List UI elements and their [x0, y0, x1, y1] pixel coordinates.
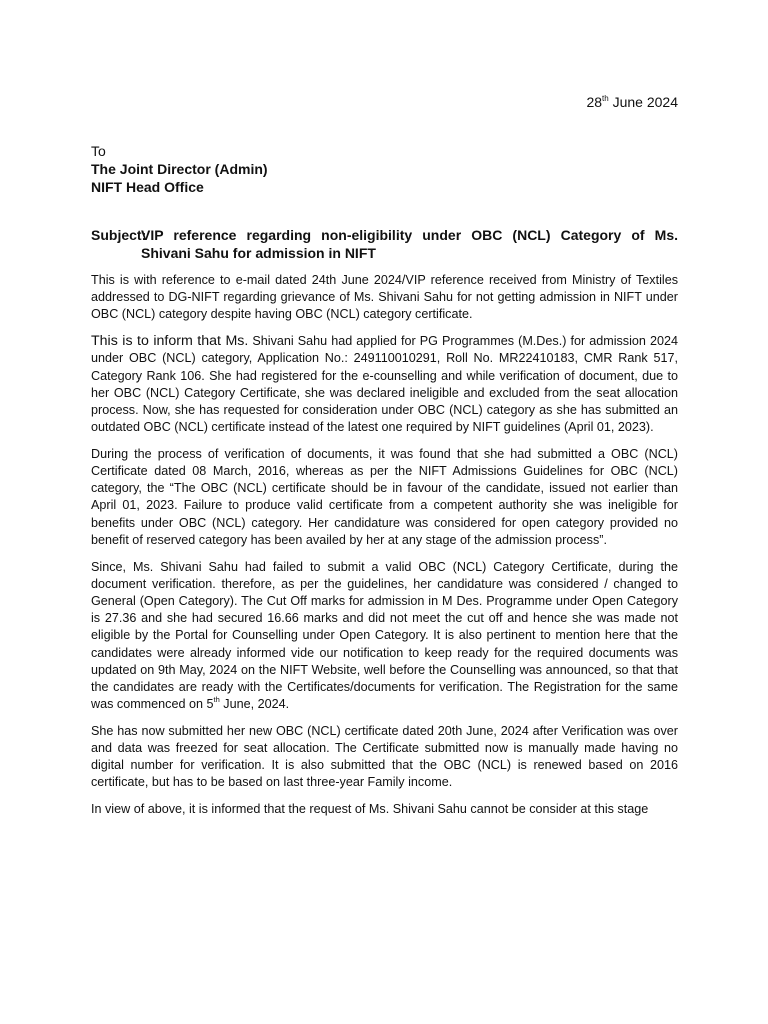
paragraph-cutoff-sup: th [213, 695, 220, 705]
letter-body [91, 272, 678, 828]
recipient-office: NIFT Head Office [91, 179, 204, 195]
letter-date [586, 92, 678, 112]
paragraph-cutoff-end: June, 2024. [219, 697, 290, 712]
date-rest: June 2024 [608, 94, 678, 110]
paragraph-inform-lead: This is to inform that Ms. [91, 333, 249, 350]
subject-block [91, 226, 678, 262]
paragraph-conclusion: In view of above, it is informed that the request of Ms. Shivani Sahu cannot be consider at this stage [91, 802, 649, 817]
to-label: To [91, 143, 106, 159]
paragraph-new-certificate: She has now submitted her new OBC (NCL) certificate dated 20th June, 2024 after Verification was over and data was freezed for seat allocation. The Certificate submitted now is manually made having no digital number for verification. It is also submitted that the OBC (NCL) is renewed based on 2016 certificate, but has to be based on last three-year Family income. [91, 723, 678, 790]
paragraph-inform [91, 333, 678, 436]
paragraph-inform-rest: Shivani Sahu had applied for PG Programmes (M.Des.) for admission 2024 under OBC (NCL) category, Application No.: 249110010291, Roll No. MR22410183, CMR Rank 517, Category Rank 106. She had registered for the e-counselling and while verification of document, due to her OBC (NCL) Category Certificate, she was declared ineligible and excluded from the seat allocation process. Now, she has requested for consideration under OBC (NCL) category as she has submitted an outdated OBC (NCL) certificate instead of the latest one required by NIFT guidelines (April 01, 2023). [91, 334, 678, 435]
recipient-title: The Joint Director (Admin) [91, 161, 268, 177]
paragraph-cutoff-main: Since, Ms. Shivani Sahu had failed to submit a valid OBC (NCL) Category Certificate, during the document verification. therefore, as per the guidelines, her candidature was considered / changed to General (Open Category). The Cut Off marks for admission in M Des. Programme under Open Category is 27.36 and she had secured 16.66 marks and did not meet the cut off and hence she was made not eligible by the Portal for Counselling under Open Category. It is also pertinent to mention here that the candidates were already informed vide our notification to keep ready for the required documents was updated on 9th May, 2024 on the NIFT Website, well before the Counselling was announced, so that that the candidates are ready with the Certificates/documents for verification. The Registration for the same was commenced on 5 [91, 559, 678, 712]
paragraph-cutoff [91, 559, 678, 714]
paragraph-verification: During the process of verification of documents, it was found that she had submitted a OBC (NCL) Certificate dated 08 March, 2016, whereas as per the NIFT Admissions Guidelines for OBC (NCL) category, the “The OBC (NCL) certificate should be in favour of the candidate, issued not earlier than April 01, 2023. Failure to produce valid certificate from a competent authority she was ineligible for benefits under OBC (NCL) category. Her candidature was considered for open category provided no benefit of reserved category has been availed by her at any stage of the admission process”. [91, 446, 678, 547]
letter-page [91, 0, 678, 1024]
recipient-address [91, 142, 678, 196]
subject-line-2: Shivani Sahu for admission in NIFT [141, 245, 376, 261]
date-suffix: th [602, 94, 609, 103]
subject-label: Subject: [91, 227, 147, 243]
paragraph-reference: This is with reference to e-mail dated 24th June 2024/VIP reference received from Ministry of Textiles addressed to DG-NIFT regarding grievance of Ms. Shivani Sahu for not getting admission in NIFT under OBC (NCL) category despite having OBC (NCL) category certificate. [91, 273, 678, 322]
subject-line-1: VIP reference regarding non-eligibility under OBC (NCL) Category of Ms. [141, 227, 678, 243]
date-day: 28 [586, 94, 603, 110]
